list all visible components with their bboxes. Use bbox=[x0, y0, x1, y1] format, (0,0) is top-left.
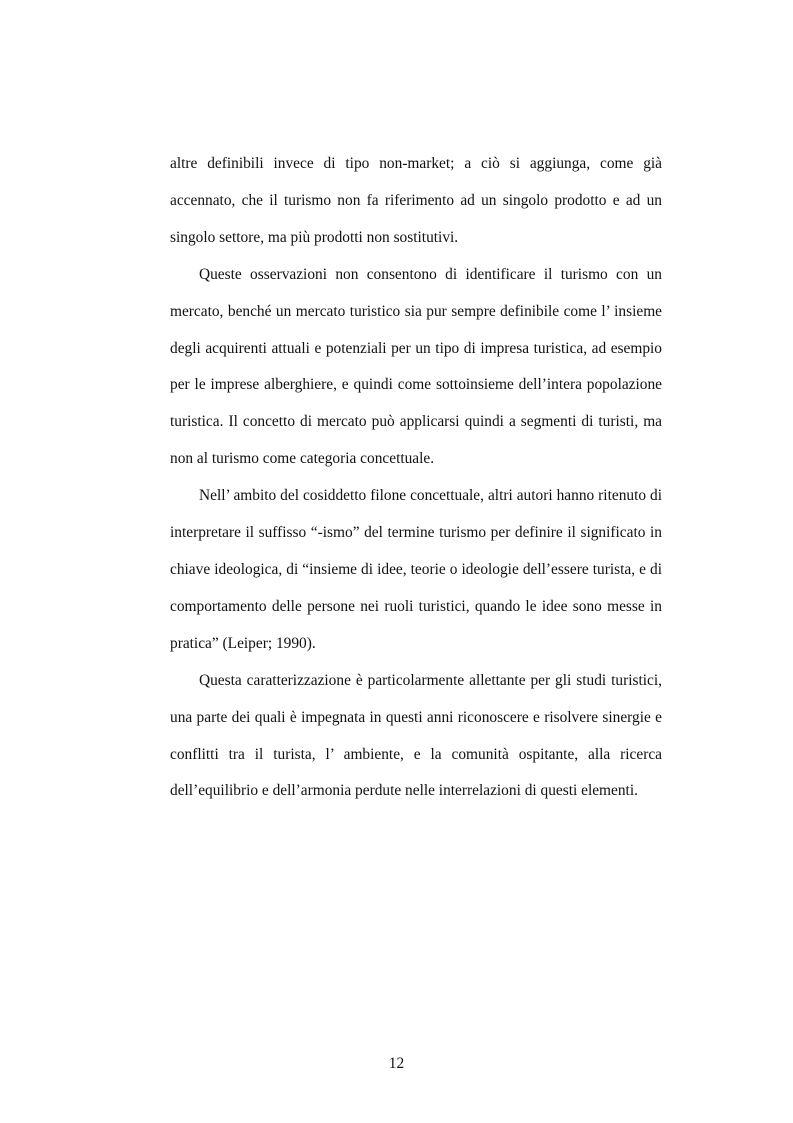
paragraph-mercato: Queste osservazioni non consentono di identificare il turismo con un mercato, benché un mercato turistico sia pur sempre definibile come l’ insieme degli acquirenti attuali e potenziali per un tipo di impresa turistica, ad esempio per le imprese alberghiere, e quindi come sottoinsieme dell’intera popolazione turistica. Il concetto di mercato può applicarsi quindi a segmenti di turisti, ma non al turismo come categoria concettuale. bbox=[170, 265, 662, 468]
page-number: 12 bbox=[388, 1055, 405, 1072]
paragraph-continuation: altre definibili invece di tipo non-market; a ciò si aggiunga, come già accennato, che il turismo non fa riferimento ad un singolo prodotto e ad un singolo settore, ma più prodotti non sostitutivi. bbox=[170, 155, 662, 246]
paragraph-caratterizzazione: Questa caratterizzazione è particolarmente allettante per gli studi turistici, una parte dei quali è impegnata in questi anni riconoscere e risolvere sinergie e conflitti tra il turista, l’ ambiente, e la comunità ospitante, alla ricerca dell’equilibrio e dell’armonia perdute nelle interrelazioni di questi elementi. bbox=[170, 671, 662, 800]
paragraph-filone-concettuale: Nell’ ambito del cosiddetto filone concettuale, altri autori hanno ritenuto di interpretare il suffisso “-ismo” del termine turismo per definire il significato in chiave ideologica, di “insieme di idee, teorie o ideologie dell’essere turista, e di comportamento delle persone nei ruoli turistici, quando le idee sono messe in pratica” (Leiper; 1990). bbox=[170, 487, 662, 652]
body-text bbox=[170, 146, 662, 810]
